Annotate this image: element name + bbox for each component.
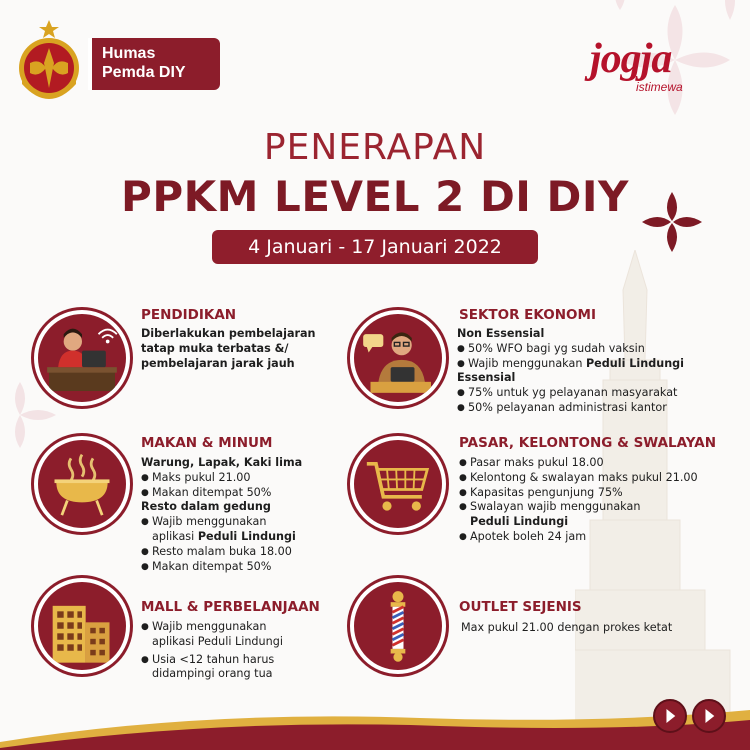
list-item: ● Makan ditempat 50%	[141, 560, 341, 575]
pasar-body	[459, 456, 739, 545]
next-arrow-icon[interactable]	[653, 699, 687, 733]
makan-sub-2: Resto dalam gedung	[141, 500, 271, 514]
title-line-1: PENERAPAN	[263, 127, 487, 168]
brand-sub: istimewa	[636, 80, 683, 94]
makan-sub-1: Warung, Lapak, Kaki lima	[141, 456, 303, 469]
outlet-body: Max pukul 21.00 dengan prokes ketat	[461, 621, 673, 634]
pendidikan-line-3: pembelajaran jarak jauh	[141, 356, 295, 370]
ekonomi-title: SEKTOR EKONOMI	[459, 307, 596, 323]
pendidikan-line-1: Diberlakukan pembelajaran	[141, 327, 316, 340]
item-text: Swalayan wajib menggunakan	[470, 500, 641, 514]
list-item: ● Maks pukul 21.00	[141, 471, 341, 486]
pendidikan-line-2: tatap muka terbatas &/	[141, 341, 289, 355]
list-item	[457, 357, 737, 372]
shopping-cart-icon	[350, 436, 446, 532]
yogyakarta-seal-icon	[16, 18, 82, 104]
list-item: ● Kelontong & swalayan maks pukul 21.00	[459, 471, 739, 486]
ekonomi-list-2	[457, 386, 737, 416]
makan-list-2	[141, 515, 341, 574]
humas-divider	[88, 38, 92, 90]
bottom-wave-decoration	[0, 690, 750, 750]
list-item	[141, 515, 341, 545]
makan-list-1	[141, 471, 341, 501]
title-line-2: PPKM LEVEL 2 DI DIY	[121, 172, 629, 221]
list-item: ● Resto malam buka 18.00	[141, 545, 341, 560]
list-item: ● 50% pelayanan administrasi kantor	[457, 401, 737, 416]
makan-body	[141, 456, 341, 574]
ekonomi-sub-2: Essensial	[457, 371, 516, 385]
grill-icon	[34, 436, 130, 532]
list-item: ● 50% WFO bagi yg sudah vaksin	[457, 342, 737, 357]
org-line-2: Pemda DIY	[102, 64, 186, 81]
peduli-lindungi-highlight: Peduli Lindungi	[197, 529, 296, 543]
mall-title: MALL & PERBELANJAAN	[141, 599, 320, 615]
ekonomi-list-1	[457, 342, 737, 372]
pasar-list	[459, 456, 739, 545]
list-item: ● Makan ditempat 50%	[141, 486, 341, 501]
list-item: ● Pasar maks pukul 18.00	[459, 456, 739, 471]
ekonomi-body	[457, 327, 737, 416]
flower-icon	[640, 190, 704, 254]
barber-pole-icon	[350, 578, 446, 674]
next-arrow-icon[interactable]	[692, 699, 726, 733]
pasar-title: PASAR, KELONTONG & SWALAYAN	[459, 435, 717, 451]
list-item	[141, 653, 341, 683]
ekonomi-sub-1: Non Essensial	[457, 327, 545, 340]
item-text: aplikasi	[152, 529, 198, 543]
list-item	[141, 620, 341, 650]
student-laptop-icon	[34, 310, 130, 406]
list-item: ● Kapasitas pengunjung 75%	[459, 486, 739, 501]
mall-body	[141, 620, 341, 682]
item-text: didampingi orang tua	[152, 667, 273, 681]
pendidikan-title: PENDIDIKAN	[141, 307, 237, 323]
list-item: ● 75% untuk yg pelayanan masyarakat	[457, 386, 737, 401]
pendidikan-body	[141, 327, 341, 371]
list-item: ● Apotek boleh 24 jam	[459, 530, 739, 545]
makan-title: MAKAN & MINUM	[141, 435, 273, 451]
date-range-badge: 4 Januari - 17 Januari 2022	[212, 230, 538, 264]
org-line-1: Humas	[102, 45, 156, 62]
item-text: aplikasi Peduli Lindungi	[152, 634, 283, 648]
list-item	[459, 500, 739, 530]
jogja-istimewa-logo	[590, 36, 700, 106]
brand-word: jogja	[590, 36, 672, 82]
item-text: Wajib menggunakan	[468, 356, 586, 370]
mall-list	[141, 620, 341, 682]
peduli-lindungi-highlight: Peduli Lindungi	[585, 356, 685, 370]
building-icon	[34, 578, 130, 674]
humas-pemda-label	[88, 38, 220, 90]
item-text: Wajib menggunakan	[152, 515, 267, 529]
peduli-lindungi-highlight: Peduli Lindungi	[470, 515, 569, 529]
office-worker-icon	[350, 310, 446, 406]
item-text: Usia <12 tahun harus	[152, 652, 275, 666]
item-text: Wajib menggunakan	[152, 620, 267, 633]
outlet-title: OUTLET SEJENIS	[459, 599, 582, 615]
